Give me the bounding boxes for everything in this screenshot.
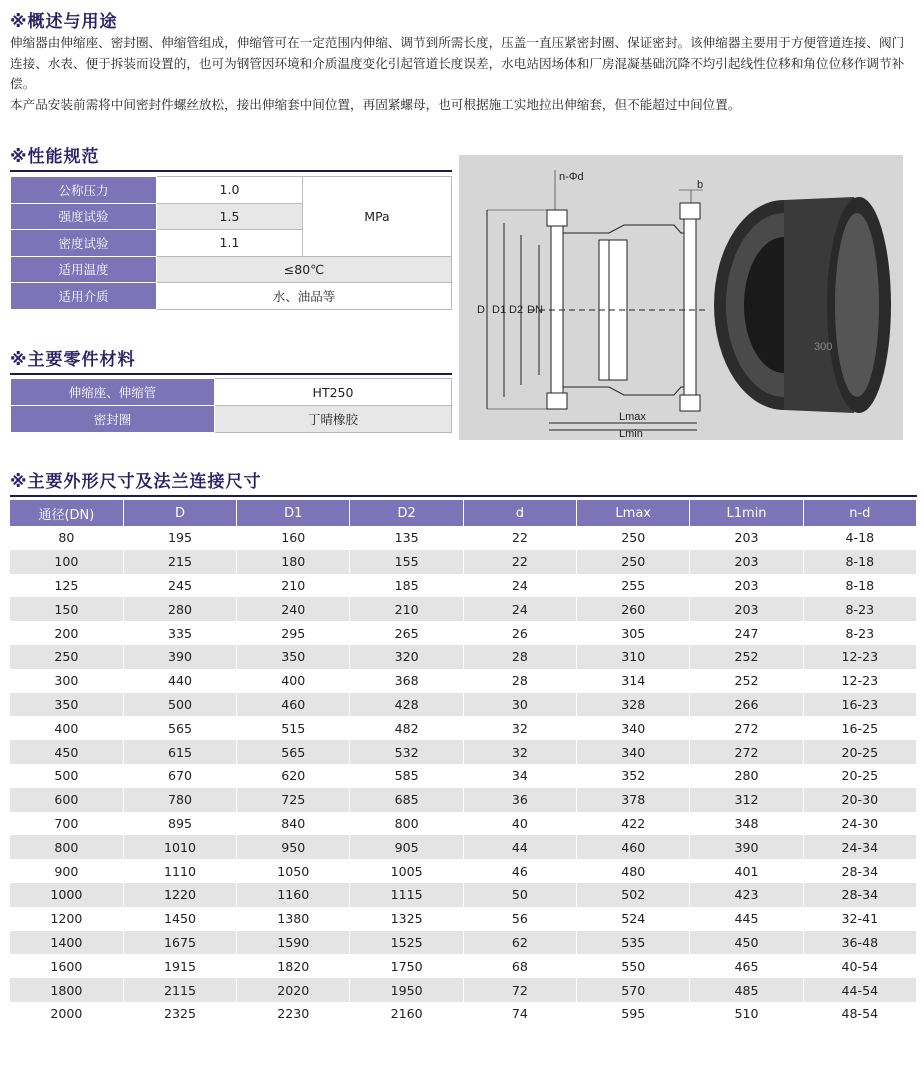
table-cell: 32	[463, 716, 576, 740]
column-header: D1	[237, 500, 350, 526]
table-cell: 8-18	[803, 574, 916, 598]
table-cell: 24-34	[803, 835, 916, 859]
table-cell: 44	[463, 835, 576, 859]
table-cell: 50	[463, 883, 576, 907]
table-cell: 620	[237, 764, 350, 788]
table-cell: 570	[577, 978, 690, 1002]
table-cell: 1600	[10, 954, 123, 978]
table-cell: 428	[350, 693, 463, 717]
table-cell: 1590	[237, 931, 350, 955]
table-cell: 72	[463, 978, 576, 1002]
table-cell: 4-18	[803, 526, 916, 550]
spec-label: 密度试验	[11, 230, 157, 257]
dimensions-table	[10, 500, 917, 1026]
table-cell: 68	[463, 954, 576, 978]
dim-label-b: b	[697, 179, 704, 191]
table-cell: 250	[577, 550, 690, 574]
table-cell: 1005	[350, 859, 463, 883]
divider	[10, 170, 452, 172]
table-cell: 32-41	[803, 907, 916, 931]
table-cell: 247	[690, 621, 803, 645]
table-cell: 515	[237, 716, 350, 740]
table-cell: 280	[690, 764, 803, 788]
table-cell: 1115	[350, 883, 463, 907]
table-cell: 1525	[350, 931, 463, 955]
table-cell: 320	[350, 645, 463, 669]
table-cell: 240	[237, 597, 350, 621]
table-cell: 245	[123, 574, 236, 598]
table-cell: 401	[690, 859, 803, 883]
table-cell: 1820	[237, 954, 350, 978]
table-cell: 725	[237, 788, 350, 812]
table-row	[10, 859, 917, 883]
table-cell: 1160	[237, 883, 350, 907]
product-figure	[459, 155, 903, 440]
materials-title: ※主要零件材料	[10, 350, 136, 370]
table-row	[10, 788, 917, 812]
spec-value: ≤80℃	[157, 256, 452, 283]
table-row	[10, 645, 917, 669]
performance-title: ※性能规范	[10, 147, 100, 167]
overview-title: ※概述与用途	[10, 12, 118, 32]
table-cell: 2325	[123, 1002, 236, 1026]
table-cell: 28	[463, 669, 576, 693]
spec-value: 水、油品等	[157, 283, 452, 310]
table-cell: 26	[463, 621, 576, 645]
table-cell: 1010	[123, 835, 236, 859]
table-cell: 595	[577, 1002, 690, 1026]
table-cell: 12-23	[803, 645, 916, 669]
table-cell: 203	[690, 550, 803, 574]
table-cell: 900	[10, 859, 123, 883]
table-cell: 500	[10, 764, 123, 788]
table-cell: 200	[10, 621, 123, 645]
table-cell: 20-25	[803, 764, 916, 788]
table-cell: 2160	[350, 1002, 463, 1026]
table-cell: 565	[237, 740, 350, 764]
table-cell: 12-23	[803, 669, 916, 693]
table-cell: 340	[577, 716, 690, 740]
table-cell: 180	[237, 550, 350, 574]
table-cell: 328	[577, 693, 690, 717]
table-cell: 400	[237, 669, 350, 693]
table-cell: 510	[690, 1002, 803, 1026]
table-cell: 465	[690, 954, 803, 978]
table-row	[10, 931, 917, 955]
table-cell: 348	[690, 812, 803, 836]
table-cell: 195	[123, 526, 236, 550]
column-header: n-d	[803, 500, 916, 526]
material-label: 伸缩座、伸缩管	[11, 379, 215, 406]
table-cell: 615	[123, 740, 236, 764]
product-photo	[714, 197, 891, 413]
column-header: Lmax	[577, 500, 690, 526]
table-cell: 125	[10, 574, 123, 598]
table-cell: 895	[123, 812, 236, 836]
table-row	[10, 716, 917, 740]
table-cell: 8-23	[803, 621, 916, 645]
table-cell: 1380	[237, 907, 350, 931]
table-cell: 350	[10, 693, 123, 717]
table-cell: 390	[690, 835, 803, 859]
table-cell: 1050	[237, 859, 350, 883]
table-cell: 8-18	[803, 550, 916, 574]
spec-label: 适用温度	[11, 256, 157, 283]
table-row	[10, 740, 917, 764]
spec-value: 1.5	[157, 203, 303, 230]
table-cell: 34	[463, 764, 576, 788]
table-cell: 500	[123, 693, 236, 717]
table-row	[10, 1002, 917, 1026]
table-cell: 460	[577, 835, 690, 859]
table-cell: 30	[463, 693, 576, 717]
table-cell: 20-30	[803, 788, 916, 812]
product-stamp: 300	[814, 341, 833, 353]
table-row	[10, 574, 917, 598]
table-cell: 905	[350, 835, 463, 859]
table-cell: 335	[123, 621, 236, 645]
table-cell: 185	[350, 574, 463, 598]
column-header: L1min	[690, 500, 803, 526]
spec-unit: MPa	[303, 177, 452, 257]
table-row	[10, 954, 917, 978]
table-row	[10, 597, 917, 621]
table-cell: 840	[237, 812, 350, 836]
table-cell: 56	[463, 907, 576, 931]
performance-table	[10, 176, 452, 310]
table-cell: 46	[463, 859, 576, 883]
table-cell: 482	[350, 716, 463, 740]
dim-label-nd: n-Φd	[559, 171, 584, 183]
table-row	[10, 883, 917, 907]
spec-value: 1.1	[157, 230, 303, 257]
table-cell: 150	[10, 597, 123, 621]
table-cell: 8-23	[803, 597, 916, 621]
table-cell: 685	[350, 788, 463, 812]
table-cell: 310	[577, 645, 690, 669]
table-cell: 300	[10, 669, 123, 693]
table-cell: 2020	[237, 978, 350, 1002]
table-cell: 1915	[123, 954, 236, 978]
table-cell: 314	[577, 669, 690, 693]
table-cell: 670	[123, 764, 236, 788]
table-cell: 2230	[237, 1002, 350, 1026]
table-cell: 16-25	[803, 716, 916, 740]
dim-label-d: D	[477, 304, 485, 316]
table-cell: 480	[577, 859, 690, 883]
overview-paragraph: 伸缩器由伸缩座、密封圈、伸缩管组成，伸缩管可在一定范围内伸缩、调节到所需长度，压盖一直压紧密封圈、保证密封。该伸缩器主要用于方便管道连接、阀门连接、水表、便于拆装而设置的，也可为钢管因环境和介质温度变化引起管道长度误差，水电站因场体和厂房混凝基础沉降不均引起线性位移和角位位移作调节补偿。	[10, 35, 905, 91]
table-cell: 24-30	[803, 812, 916, 836]
technical-drawing	[459, 155, 903, 440]
table-cell: 16-23	[803, 693, 916, 717]
table-cell: 203	[690, 526, 803, 550]
table-cell: 62	[463, 931, 576, 955]
table-cell: 260	[577, 597, 690, 621]
column-header: 通径(DN)	[10, 500, 123, 526]
dim-label-d2: D2	[509, 304, 524, 316]
table-row	[10, 621, 917, 645]
table-cell: 1400	[10, 931, 123, 955]
table-cell: 535	[577, 931, 690, 955]
material-value: 丁晴橡胶	[215, 406, 452, 433]
table-cell: 800	[350, 812, 463, 836]
table-cell: 295	[237, 621, 350, 645]
table-cell: 44-54	[803, 978, 916, 1002]
table-cell: 445	[690, 907, 803, 931]
table-cell: 1220	[123, 883, 236, 907]
table-row	[10, 907, 917, 931]
table-row	[10, 526, 917, 550]
table-cell: 48-54	[803, 1002, 916, 1026]
divider	[10, 373, 452, 375]
table-cell: 28	[463, 645, 576, 669]
table-cell: 450	[10, 740, 123, 764]
table-cell: 600	[10, 788, 123, 812]
overview-paragraph: 本产品安装前需将中间密封件螺丝放松，接出伸缩套中间位置，再固紧螺母，也可根据施工实地拉出伸缩套，但不能超过中间位置。	[10, 96, 741, 112]
table-cell: 378	[577, 788, 690, 812]
table-cell: 305	[577, 621, 690, 645]
table-cell: 272	[690, 740, 803, 764]
column-header: D2	[350, 500, 463, 526]
table-cell: 350	[237, 645, 350, 669]
table-cell: 80	[10, 526, 123, 550]
table-cell: 215	[123, 550, 236, 574]
table-cell: 74	[463, 1002, 576, 1026]
table-cell: 255	[577, 574, 690, 598]
table-cell: 565	[123, 716, 236, 740]
dim-label-lmax: Lmax	[619, 411, 646, 423]
table-cell: 2000	[10, 1002, 123, 1026]
table-cell: 36	[463, 788, 576, 812]
table-cell: 252	[690, 669, 803, 693]
table-cell: 422	[577, 812, 690, 836]
table-cell: 203	[690, 574, 803, 598]
table-cell: 950	[237, 835, 350, 859]
table-cell: 1000	[10, 883, 123, 907]
table-cell: 1800	[10, 978, 123, 1002]
table-cell: 100	[10, 550, 123, 574]
table-cell: 210	[350, 597, 463, 621]
dim-label-d1: D1	[492, 304, 507, 316]
dimensions-title: ※主要外形尺寸及法兰连接尺寸	[10, 472, 262, 492]
table-cell: 32	[463, 740, 576, 764]
table-cell: 1110	[123, 859, 236, 883]
table-cell: 312	[690, 788, 803, 812]
material-value: HT250	[215, 379, 452, 406]
table-header-row	[10, 500, 917, 526]
table-cell: 210	[237, 574, 350, 598]
table-cell: 340	[577, 740, 690, 764]
table-cell: 20-25	[803, 740, 916, 764]
material-label: 密封圈	[11, 406, 215, 433]
table-cell: 780	[123, 788, 236, 812]
table-cell: 485	[690, 978, 803, 1002]
table-body	[10, 526, 917, 1026]
table-cell: 24	[463, 597, 576, 621]
spec-value: 1.0	[157, 177, 303, 204]
table-cell: 135	[350, 526, 463, 550]
table-cell: 368	[350, 669, 463, 693]
table-cell: 250	[10, 645, 123, 669]
table-cell: 22	[463, 550, 576, 574]
table-cell: 423	[690, 883, 803, 907]
spec-label: 强度试验	[11, 203, 157, 230]
table-cell: 400	[10, 716, 123, 740]
table-cell: 155	[350, 550, 463, 574]
overview-text	[10, 33, 915, 115]
table-row	[10, 693, 917, 717]
table-cell: 502	[577, 883, 690, 907]
table-cell: 1450	[123, 907, 236, 931]
column-header: d	[463, 500, 576, 526]
spec-label: 公称压力	[11, 177, 157, 204]
table-cell: 40-54	[803, 954, 916, 978]
table-cell: 40	[463, 812, 576, 836]
table-cell: 800	[10, 835, 123, 859]
table-cell: 1675	[123, 931, 236, 955]
table-row	[10, 812, 917, 836]
table-row	[10, 550, 917, 574]
table-cell: 524	[577, 907, 690, 931]
table-cell: 280	[123, 597, 236, 621]
table-cell: 700	[10, 812, 123, 836]
table-cell: 532	[350, 740, 463, 764]
table-cell: 1750	[350, 954, 463, 978]
materials-table	[10, 378, 452, 433]
table-cell: 450	[690, 931, 803, 955]
table-row	[10, 669, 917, 693]
table-cell: 203	[690, 597, 803, 621]
table-cell: 22	[463, 526, 576, 550]
table-cell: 460	[237, 693, 350, 717]
table-cell: 160	[237, 526, 350, 550]
table-cell: 250	[577, 526, 690, 550]
table-cell: 352	[577, 764, 690, 788]
table-cell: 550	[577, 954, 690, 978]
dim-label-lmin: Lmin	[619, 428, 643, 440]
table-row	[10, 764, 917, 788]
table-cell: 585	[350, 764, 463, 788]
table-cell: 24	[463, 574, 576, 598]
table-row	[10, 835, 917, 859]
table-cell: 28-34	[803, 859, 916, 883]
spec-label: 适用介质	[11, 283, 157, 310]
table-cell: 36-48	[803, 931, 916, 955]
table-cell: 390	[123, 645, 236, 669]
table-cell: 1950	[350, 978, 463, 1002]
table-cell: 266	[690, 693, 803, 717]
table-cell: 440	[123, 669, 236, 693]
table-cell: 1325	[350, 907, 463, 931]
table-row	[10, 978, 917, 1002]
table-cell: 1200	[10, 907, 123, 931]
table-cell: 2115	[123, 978, 236, 1002]
table-cell: 272	[690, 716, 803, 740]
table-cell: 28-34	[803, 883, 916, 907]
table-cell: 265	[350, 621, 463, 645]
table-cell: 252	[690, 645, 803, 669]
column-header: D	[123, 500, 236, 526]
divider	[10, 495, 917, 497]
dim-label-dn: DN	[527, 304, 543, 316]
